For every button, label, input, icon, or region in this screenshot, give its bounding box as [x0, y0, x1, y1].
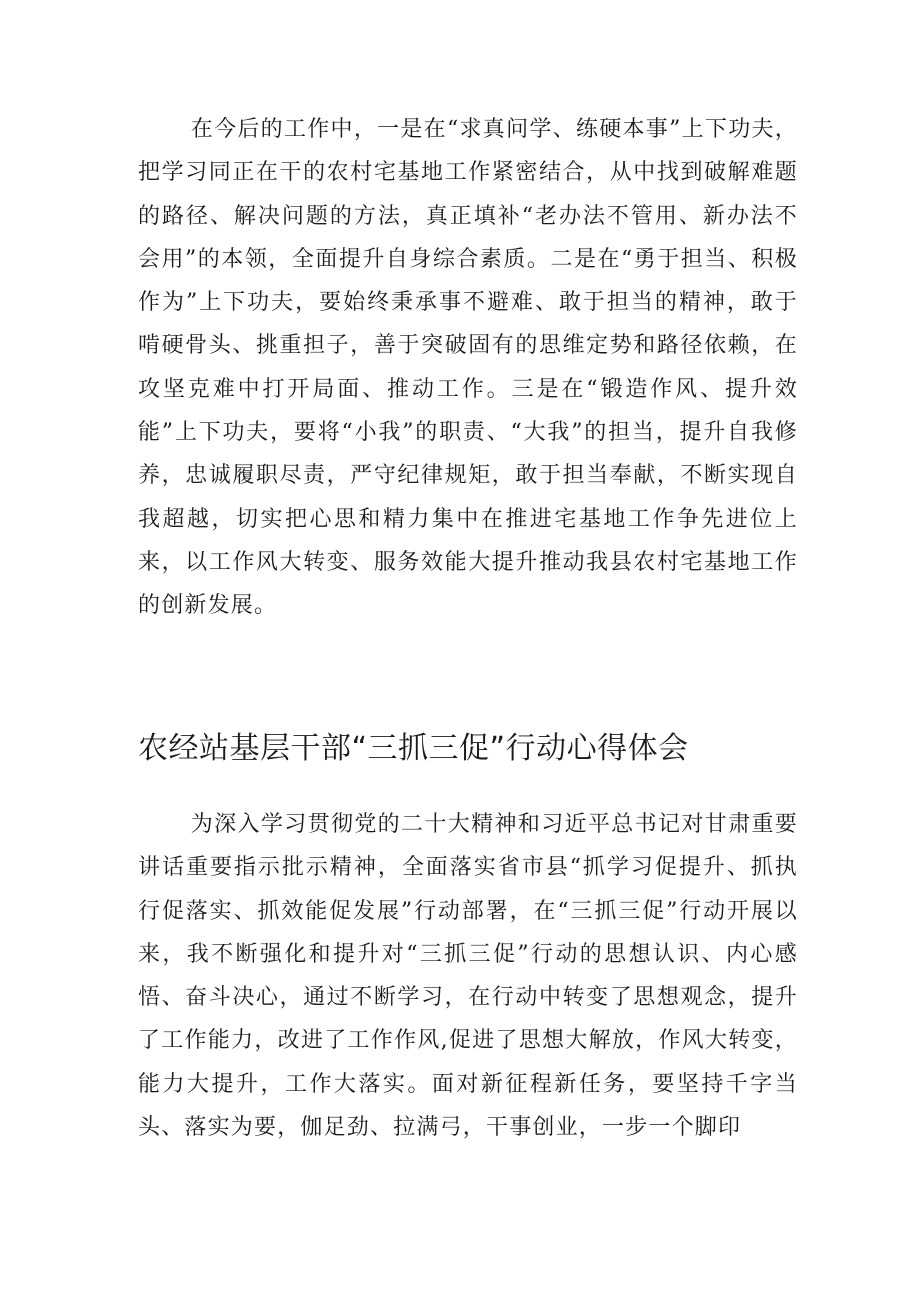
body-paragraph: 为深入学习贯彻党的二十大精神和习近平总书记对甘肃重要讲话重要指示批示精神，全面落实省市县“抓学习促提升、抓执行促落实、抓效能促发展”行动部署，在“三抓三促”行动开展以来，我不断强化和提升对“三抓三促”行动的思想认识、内心感悟、奋斗决心，通过不断学习，在行动中转变了思想观念，提升了工作能力，改进了工作作风,促进了思想大解放，作风大转变，能力大提升，工作大落实。面对新征程新任务，要坚持千字当头、落实为要，伽足劲、拉满弓，干事创业，一步一个脚印: [138, 812, 798, 1141]
body-paragraph: 在今后的工作中，一是在“求真问学、练硬本事”上下功夫，把学习同正在干的农村宅基地工作紧密结合，从中找到破解难题的路径、解决问题的方法，真正填补“老办法不管用、新办法不会用”的本领，全面提升自身综合素质。二是在“勇于担当、积极作为”上下功夫，要始终秉承事不避难、敢于担当的精神，敢于啃硬骨头、挑重担子，善于突破固有的思维定势和路径依赖，在攻坚克难中打开局面、推动工作。三是在“锻造作风、提升效能”上下功夫，要将“小我”的职责、“大我”的担当，提升自我修养，忠诚履职尽责，严守纪律规矩，敢于担当奉献，不断实现自我超越，切实把心思和精力集中在推进宅基地工作争先进位上来，以工作风大转变、服务效能大提升推动我县农村宅基地工作的创新发展。: [138, 117, 798, 619]
section-heading: 农经站基层干部“三抓三促”行动心得体会: [138, 731, 689, 766]
